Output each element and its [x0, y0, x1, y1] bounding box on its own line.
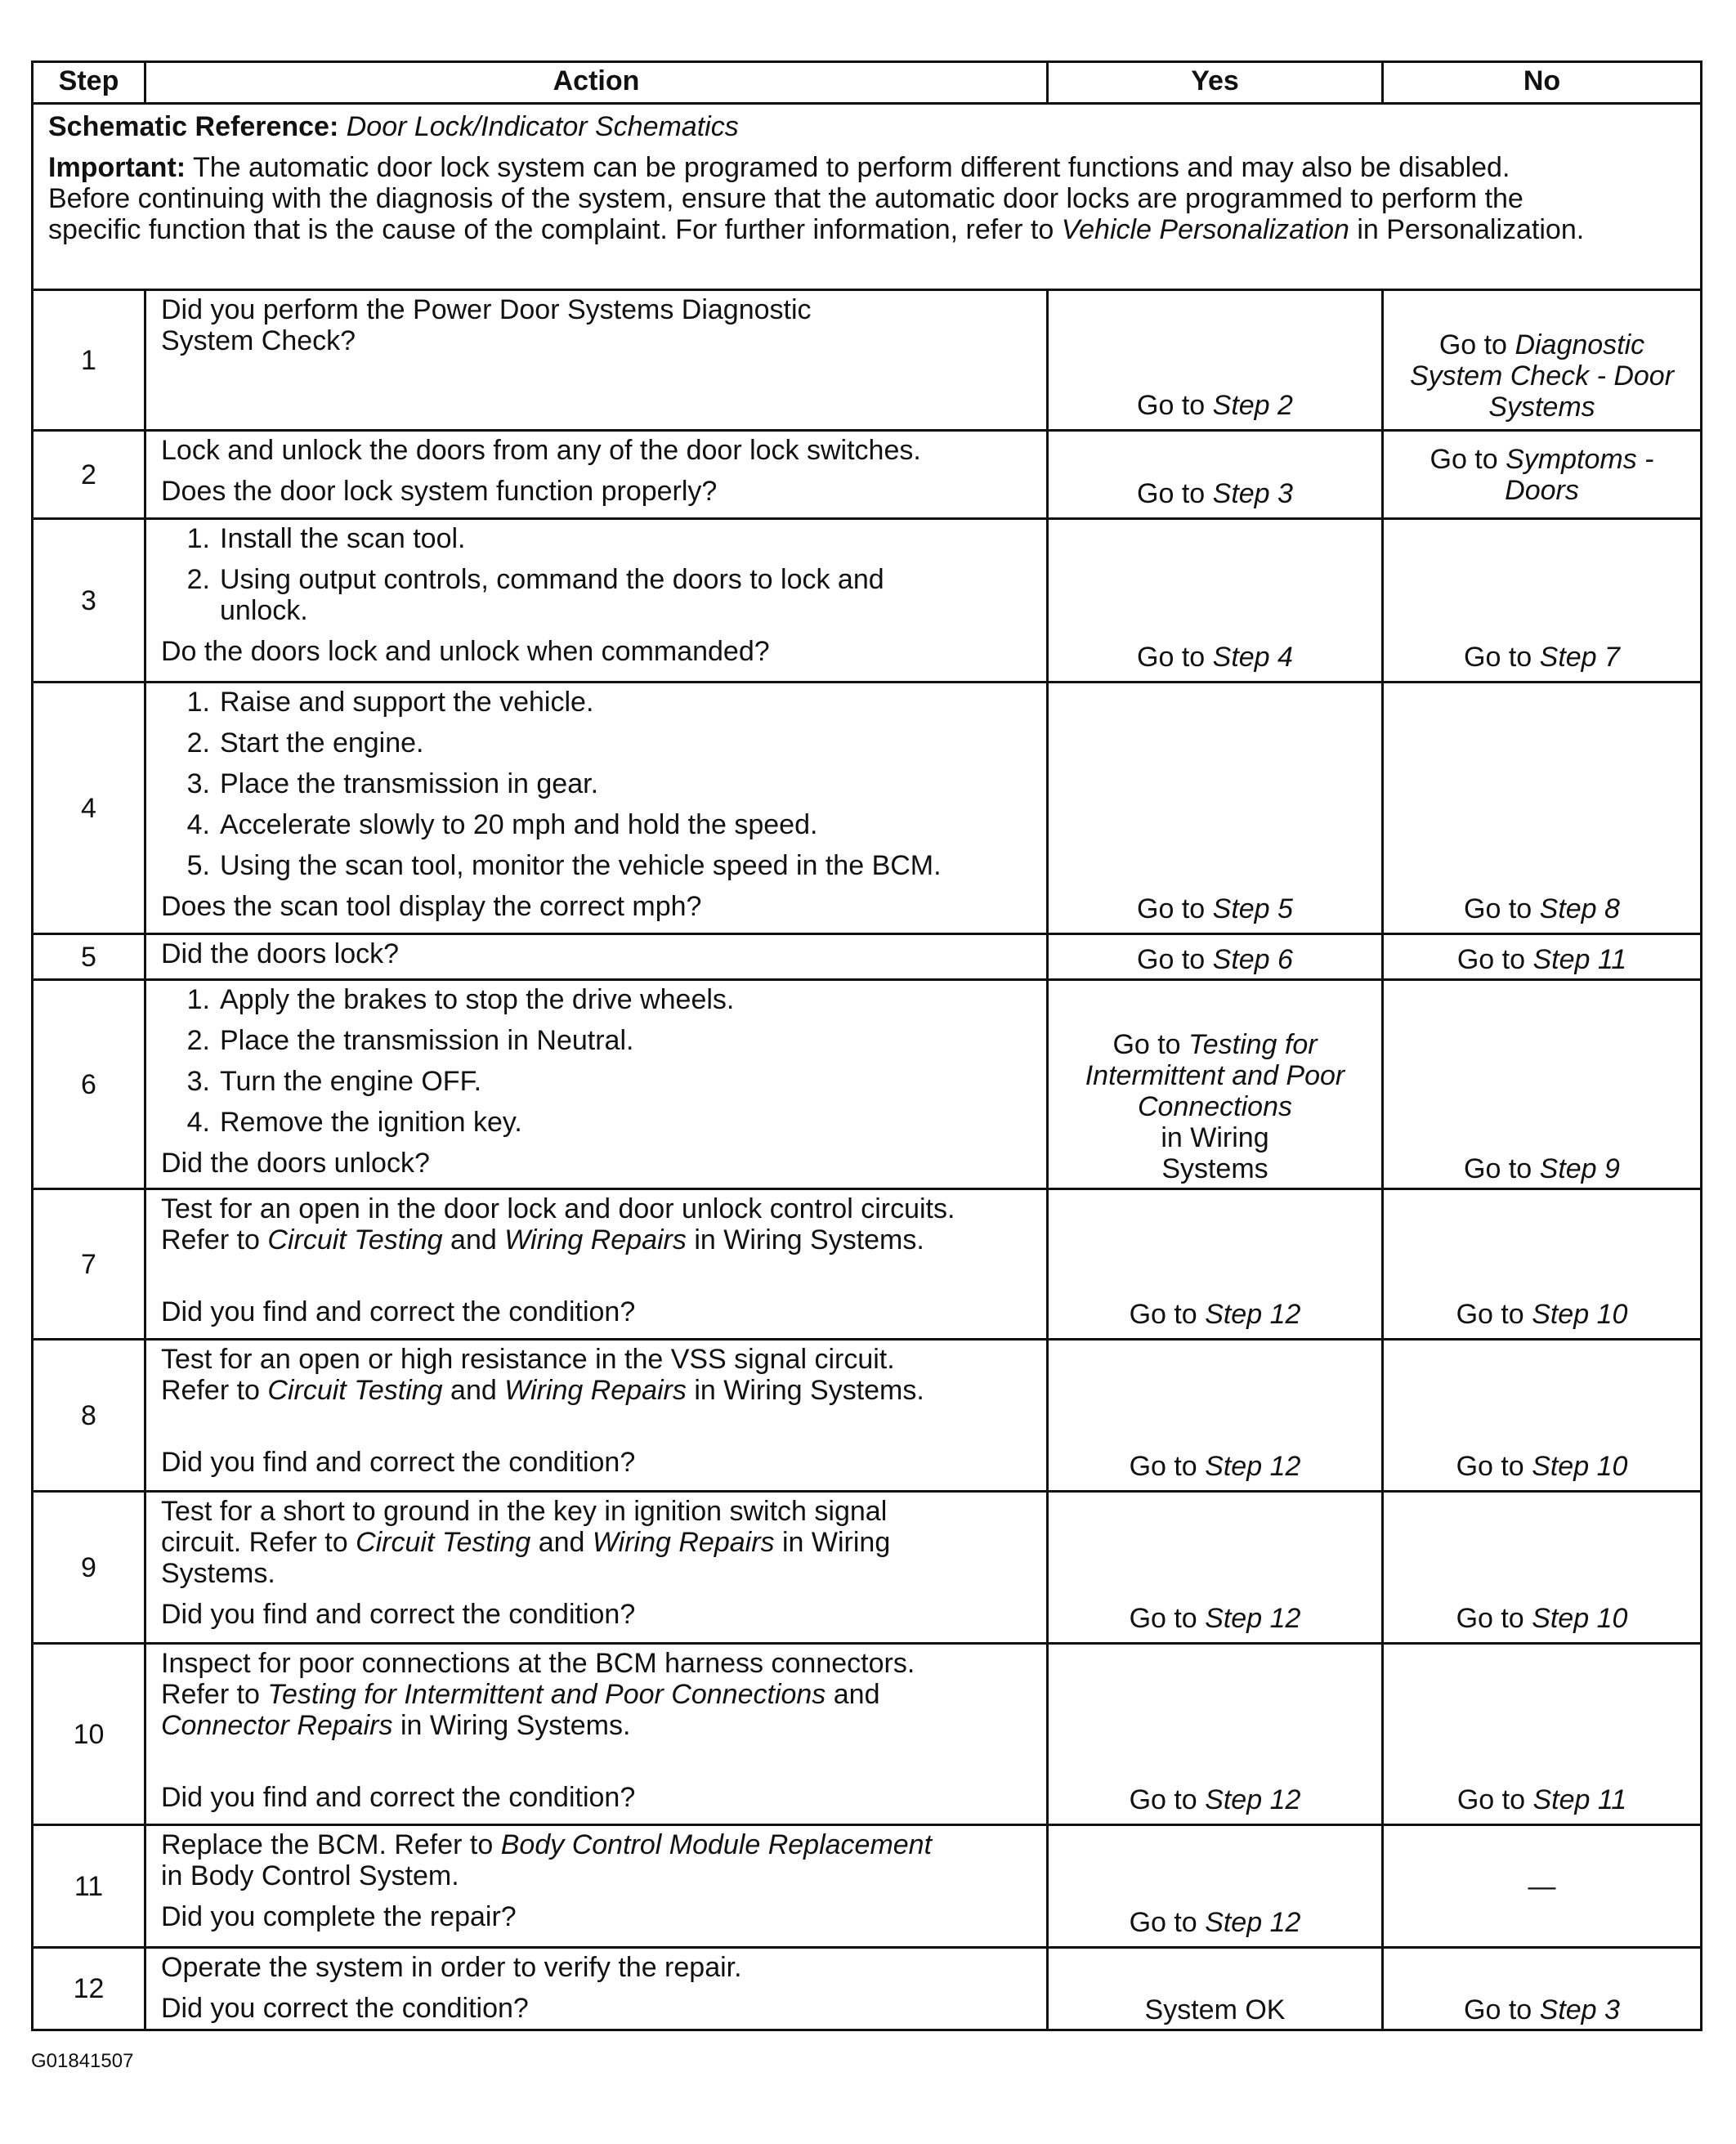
circuit-testing-link[interactable]: Circuit Testing [356, 1527, 531, 1558]
step-row-12 [33, 1948, 1702, 2030]
vehicle-personalization-link[interactable]: Vehicle Personalization [1061, 214, 1349, 245]
no-cell: — [1383, 1825, 1702, 1948]
step-number: 12 [33, 1948, 145, 2030]
yes-cell: Go to Step 3 [1048, 431, 1383, 519]
no-cell: Go to Step 7 [1383, 519, 1702, 683]
no-cell: Go to Diagnostic System Check - Door Systems [1383, 290, 1702, 431]
symptoms-link[interactable]: Symptoms - [1506, 443, 1654, 475]
diagnostic-link[interactable]: Diagnostic [1515, 329, 1645, 360]
no-cell: Go to Step 11 [1383, 1644, 1702, 1825]
yes-cell: Go to Step 6 [1048, 934, 1383, 980]
action-cell: Lock and unlock the doors from any of the door lock switches. Does the door lock system function properly? [145, 431, 1048, 519]
step-number: 10 [33, 1644, 145, 1825]
figure-id: G01841507 [31, 2050, 134, 2072]
step-row-8 [33, 1340, 1702, 1492]
step-link[interactable]: Step 6 [1212, 944, 1293, 975]
step-link[interactable]: Step 3 [1212, 478, 1293, 509]
step-link[interactable]: Step 2 [1212, 390, 1293, 421]
no-cell: Go to Step 9 [1383, 980, 1702, 1189]
testing-link[interactable]: Testing for [1188, 1029, 1318, 1060]
step-number: 8 [33, 1340, 145, 1492]
step-number: 7 [33, 1189, 145, 1340]
yes-cell: Go to Step 12 [1048, 1825, 1383, 1948]
reference-row [33, 104, 1702, 290]
step-link[interactable]: Step 12 [1205, 1299, 1301, 1330]
step-link[interactable]: Step 10 [1532, 1451, 1628, 1482]
step-link[interactable]: Step 12 [1205, 1784, 1301, 1815]
bcm-replacement-link[interactable]: Body Control Module Replacement [500, 1829, 933, 1860]
no-cell: Go to Step 3 [1383, 1948, 1702, 2030]
no-cell: Go to Step 10 [1383, 1189, 1702, 1340]
no-cell: Go to Step 10 [1383, 1492, 1702, 1644]
wiring-repairs-link[interactable]: Wiring Repairs [592, 1527, 775, 1558]
action-cell: Did the doors lock? [145, 934, 1048, 980]
step-number: 1 [33, 290, 145, 431]
yes-cell: Go to Testing for Intermittent and Poor Connections in Wiring Systems [1048, 980, 1383, 1189]
step-row-2 [33, 431, 1702, 519]
action-cell: Operate the system in order to verify the repair. Did you correct the condition? [145, 1948, 1048, 2030]
step-number: 3 [33, 519, 145, 683]
action-cell: Test for an open in the door lock and door unlock control circuits. Refer to Circuit Testing and Wiring Repairs in Wiring Systems. Did you find and correct the condition? [145, 1189, 1048, 1340]
connector-repairs-link[interactable]: Connector Repairs [161, 1710, 393, 1741]
step-link[interactable]: Step 12 [1205, 1907, 1301, 1938]
header-row [33, 62, 1702, 104]
schematic-reference: Schematic Reference: Door Lock/Indicator Schematics [48, 111, 739, 142]
diagnostic-table [31, 60, 1702, 2031]
step-row-10 [33, 1644, 1702, 1825]
step-row-5 [33, 934, 1702, 980]
step-link[interactable]: Step 12 [1205, 1603, 1301, 1634]
action-cell: 1. Apply the brakes to stop the drive wheels. 2. Place the transmission in Neutral. 3. Turn the engine OFF. 4. Remove the ignition key. Did the doors unlock? [145, 980, 1048, 1189]
step-number: 2 [33, 431, 145, 519]
step-link[interactable]: Step 10 [1532, 1603, 1628, 1634]
action-cell: Did you perform the Power Door Systems Diagnostic System Check? [145, 290, 1048, 431]
yes-cell: Go to Step 2 [1048, 290, 1383, 431]
no-cell: Go to Step 11 [1383, 934, 1702, 980]
action-cell: Replace the BCM. Refer to Body Control Module Replacement in Body Control System. Did you complete the repair? [145, 1825, 1048, 1948]
step-link[interactable]: Step 3 [1539, 1994, 1620, 2025]
step-link[interactable]: Step 8 [1539, 893, 1620, 924]
circuit-testing-link[interactable]: Circuit Testing [267, 1224, 443, 1256]
action-cell: 1. Install the scan tool. 2. Using output controls, command the doors to lock and unlock. Do the doors lock and unlock when commanded? [145, 519, 1048, 683]
step-number: 5 [33, 934, 145, 980]
yes-cell: Go to Step 4 [1048, 519, 1383, 683]
action-cell: 1. Raise and support the vehicle. 2. Start the engine. 3. Place the transmission in gear. 4. Accelerate slowly to 20 mph and hold the speed. 5. Using the scan tool, monitor the vehicle speed in the BCM. Does the scan tool display the correct mph? [145, 683, 1048, 934]
important-note: Important: The automatic door lock system can be programed to perform different functions and may also be disabled. [48, 152, 1510, 183]
circuit-testing-link[interactable]: Circuit Testing [267, 1375, 443, 1406]
wiring-repairs-link[interactable]: Wiring Repairs [504, 1375, 687, 1406]
yes-cell: Go to Step 5 [1048, 683, 1383, 934]
header-yes: Yes [1048, 62, 1383, 104]
reference-cell: Schematic Reference: Door Lock/Indicator Schematics Important: The automatic door lock system can be programed to perform different functions and may also be disabled. Before continuing with the diagnosis of the system, ensure that the automatic door locks are programmed to perform the specific function that is the cause of the complaint. For further information, refer to Vehicle Personalization in Personalization. [33, 104, 1702, 290]
step-link[interactable]: Step 11 [1532, 1784, 1627, 1815]
step-link[interactable]: Step 11 [1532, 944, 1627, 975]
no-cell: Go to Step 8 [1383, 683, 1702, 934]
step-row-3 [33, 519, 1702, 683]
yes-cell: Go to Step 12 [1048, 1189, 1383, 1340]
yes-cell: Go to Step 12 [1048, 1340, 1383, 1492]
step-row-11 [33, 1825, 1702, 1948]
action-cell: Test for an open or high resistance in the VSS signal circuit. Refer to Circuit Testing and Wiring Repairs in Wiring Systems. Did you find and correct the condition? [145, 1340, 1048, 1492]
step-link[interactable]: Step 9 [1539, 1153, 1620, 1184]
step-link[interactable]: Step 5 [1212, 893, 1293, 924]
step-row-4 [33, 683, 1702, 934]
step-number: 4 [33, 683, 145, 934]
wiring-repairs-link[interactable]: Wiring Repairs [504, 1224, 687, 1256]
step-link[interactable]: Step 7 [1539, 642, 1620, 673]
step-row-7 [33, 1189, 1702, 1340]
yes-cell: Go to Step 12 [1048, 1644, 1383, 1825]
yes-cell: System OK [1048, 1948, 1383, 2030]
step-row-1 [33, 290, 1702, 431]
step-link[interactable]: Step 4 [1212, 642, 1293, 673]
header-step: Step [33, 62, 145, 104]
header-no: No [1383, 62, 1702, 104]
testing-link[interactable]: Testing for Intermittent and Poor Connections [267, 1679, 826, 1710]
step-row-9 [33, 1492, 1702, 1644]
action-cell: Inspect for poor connections at the BCM harness connectors. Refer to Testing for Intermittent and Poor Connections and Connector Repairs in Wiring Systems. Did you find and correct the condition? [145, 1644, 1048, 1825]
step-link[interactable]: Step 10 [1532, 1299, 1628, 1330]
action-cell: Test for a short to ground in the key in ignition switch signal circuit. Refer to Circuit Testing and Wiring Repairs in Wiring Systems. Did you find and correct the condition? [145, 1492, 1048, 1644]
no-cell: Go to Step 10 [1383, 1340, 1702, 1492]
step-number: 11 [33, 1825, 145, 1948]
no-cell: Go to Symptoms - Doors [1383, 431, 1702, 519]
yes-cell: Go to Step 12 [1048, 1492, 1383, 1644]
header-action: Action [145, 62, 1048, 104]
step-link[interactable]: Step 12 [1205, 1451, 1301, 1482]
schematic-link[interactable]: Door Lock/Indicator Schematics [346, 111, 739, 142]
step-number: 9 [33, 1492, 145, 1644]
step-number: 6 [33, 980, 145, 1189]
step-row-6 [33, 980, 1702, 1189]
